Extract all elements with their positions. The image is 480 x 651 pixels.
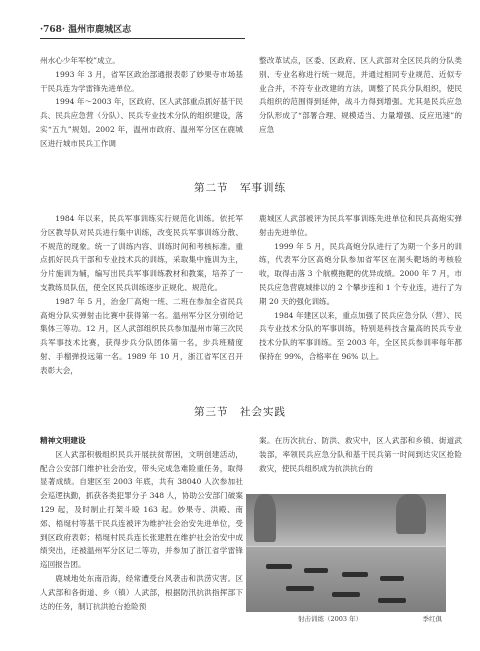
paragraph: 案。在历次抗台、防洪、救灾中，区人武部和乡镇、街道武装部，率领民兵应急分队和基干民兵第一时间到达灾区抢险救灾，使民兵组织成为抗洪抗台的 [259,436,462,473]
paragraph: 鹿城区人武部被评为民兵军事训练先进单位和民兵高炮实弹射击先进单位。 [259,214,462,237]
photo-soldier [286,586,314,591]
photo-soldier [266,564,292,569]
subheading [40,434,243,448]
section-title: 第二节 军事训练 [194,182,286,194]
paragraph: 1999 年 5 月，民兵高炮分队进行了为期一个多月的训练，代表军分区高炮分队参加省军区在洞头靶场的考核验收，取得击落 3 个航模拖靶的优异成绩。2000 年 7 月，市民兵应急营鹿城排以的 2 个攀步连和 1 个专业连，进行了为期 20 天的强化训练。 [259,241,462,306]
paragraph: 1984 年建区以来，重点加强了民兵应急分队（营）、民兵专业技术分队的军事训练，特别是科技含量高的民兵专业技术分队的军事训练。至 2003 年，全区民兵参训率每年都保持在 99%，合格率在 96% 以上。 [259,310,462,361]
top-left-column [40,54,243,151]
section2-right-column [259,212,462,364]
section3-left-column [40,434,243,613]
section2-left-column [40,212,243,378]
photo-soldier [332,592,360,597]
section-title: 第三节 社会实践 [194,406,286,418]
page-header: ·768· 温州市鹿城区志 [40,22,245,39]
photo-soldier [304,568,328,573]
photo-ground [246,547,446,612]
top-right-column [259,54,462,137]
paragraph: 1994 年～2003 年，区政府、区人武部重点抓好基干民兵、民兵应急营（分队）、民兵专业技术分队的组织建设，落实“五九”规划。2002 年，温州市政府、温州军分区在鹿城区进行城市民兵工作调 [40,97,243,148]
photo-credit: 季红俱 [422,615,442,623]
photo-soldier [378,598,406,603]
paragraph: 整改革试点，区委、区政府、区人武部对全区民兵的分队类别、专业名称进行统一规范，并通过相同专业规范、近似专业合并，不符专业改建的方法，调整了民兵分队组织，使民兵组织的范围得到延伸，战斗力得到增强。尤其是民兵应急分队形成了“部署合理、规模适当、力量增强、反应迅速”的应急 [259,56,462,134]
subheading-text: 精神文明建设 [40,436,86,445]
paragraph: 州水心少年军校”成立。 [40,56,120,65]
paragraph: 1987 年 5 月，治金厂高炮一班、二班在参加全省民兵高炮分队实弹射击比赛中获得第一名。温州军分区分别给记集体三等功。12 月，区人武部组织民兵参加温州市第三次民兵军事技术比赛，获得步兵分队团体第一名，步兵班精度射、手榴弹投远第一名。1989 年 10 月，浙江省军区召开表彰大会， [40,296,243,375]
photo-soldier [380,576,404,581]
paragraph: 鹿城地处东南沿海，经常遭受台风袭击和洪涝灾害。区人武部和各街道、乡（镇）人武部，根据防汛抗洪指挥部下达的任务，制订抗洪抢台抢险预 [40,573,243,611]
photo-tree [396,494,426,534]
caption-text: 射击训练（2003 年） [298,615,363,623]
photo-tree [254,494,276,542]
paragraph: 1984 年以来，民兵军事训练实行规范化训练。依托军分区教导队对民兵进行集中训练，改变民兵军事训练分散、不规范的现象。统一了训练内容、训练时间和考核标准。重点抓好民兵干部和专业技术兵的训练，采取集中施训为主，分片施训为辅，编写出民兵军事训练教材和教案，培养了一支教练员队伍，使全区民兵训练逐步正规化、规范化。 [40,214,243,292]
photo-soldier [342,572,368,577]
section3-right-column [259,434,462,475]
paragraph: 1993 年 3 月，省军区政治部通报表彰了妙果寺市场基干民兵连为学雷锋先进单位。 [40,69,243,93]
paragraph: 区人武部积极组织民兵开展扶贫帮困，文明创建活动，配合公安部门维护社会治安，带头完成急难险重任务，取得显著成绩。自建区至 2003 年底，共有 38040 人次参加社会巡逻执勤，抓获各类犯罪分子 348 人，协助公安部门破案 129 起，及时制止打架斗殴 163 起。妙果寺、洪殿、南郊、梧埏村等基干民兵连被评为维护社会治安先进单位，受到区政府表彰；梧埏村民兵连长张建胜在维护社会治安中成绩突出，还被温州军分区记二等功，并参加了浙江省学雷锋巡回报告团。 [40,449,243,570]
training-photo [246,494,446,612]
